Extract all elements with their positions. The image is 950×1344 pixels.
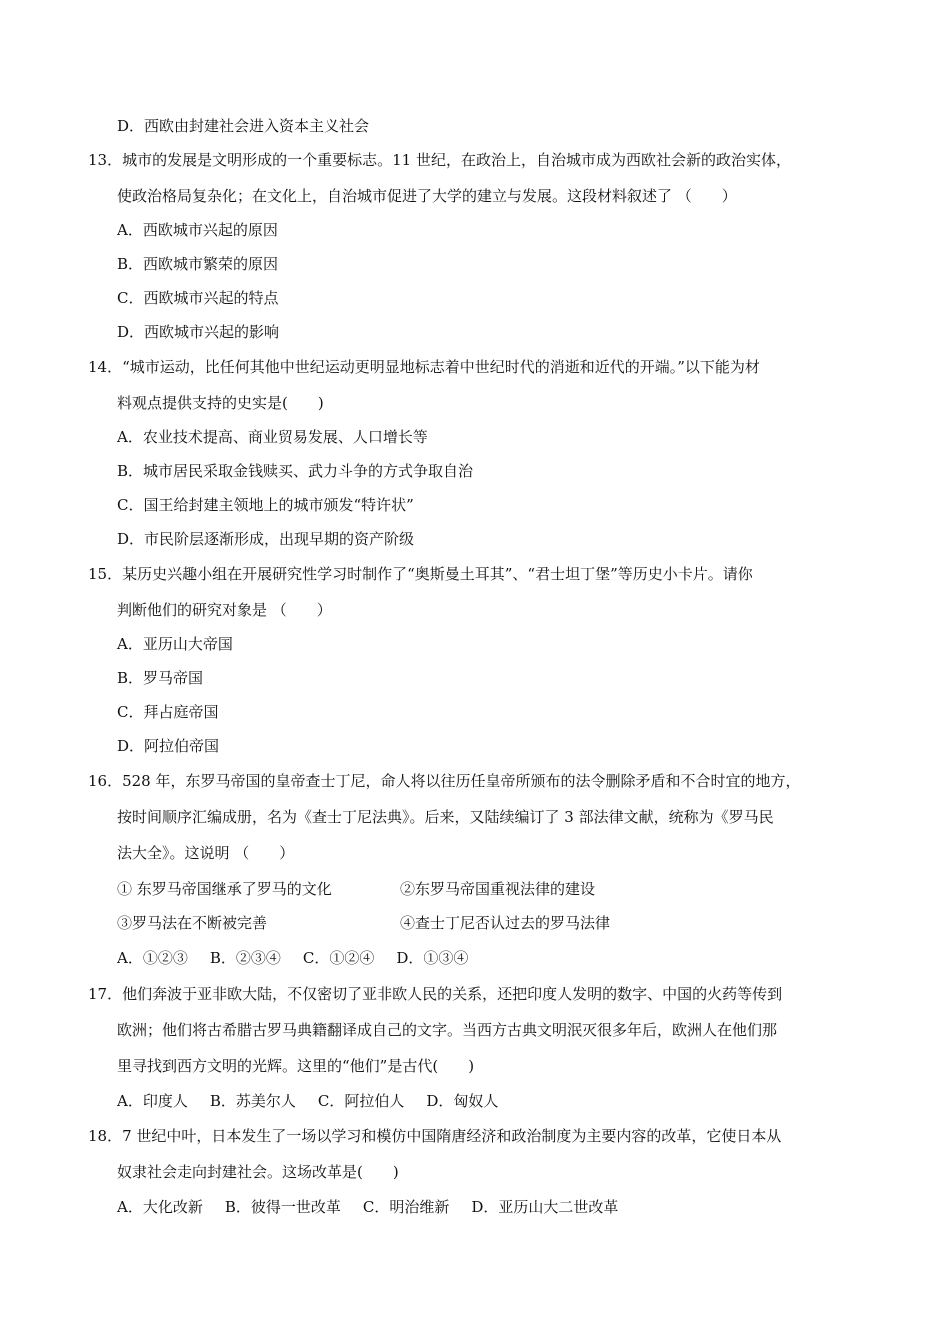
q18-option-c: C．明治维新: [362, 1198, 450, 1216]
q16-option-d: D．①③④: [396, 949, 469, 967]
q16-option-a: A．①②③: [117, 949, 188, 967]
q13-option-b: B．西欧城市繁荣的原因: [117, 255, 279, 273]
q16-statement-1: ① 东罗马帝国继承了罗马的文化: [117, 880, 332, 898]
q13-option-a: A．西欧城市兴起的原因: [117, 221, 278, 239]
q17-option-c: C．阿拉伯人: [317, 1092, 405, 1110]
q14-stem-line1: 14．“城市运动，比任何其他中世纪运动更明显地标志着中世纪时代的消逝和近代的开端。”以下能为材: [88, 358, 760, 376]
q18-options: [117, 1197, 640, 1217]
q17-options: [117, 1091, 520, 1111]
q18-stem-line2: 奴隶社会走向封建社会。这场改革是( ): [117, 1163, 399, 1181]
q13-stem-line1: 13．城市的发展是文明形成的一个重要标志。11 世纪，在政治上，自治城市成为西欧社会新的政治实体，: [88, 151, 791, 169]
q16-option-c: C．①②④: [302, 949, 375, 967]
q16-statement-3: ③罗马法在不断被完善: [117, 914, 268, 932]
q14-stem-line2: 料观点提供支持的史实是( ): [117, 394, 324, 412]
q17-option-b: B．苏美尔人: [209, 1092, 296, 1110]
q14-option-a: A．农业技术提高、商业贸易发展、人口增长等: [117, 428, 428, 446]
q16-statement-2: ②东罗马帝国重视法律的建设: [400, 880, 596, 898]
q17-stem-line2: 欧洲；他们将古希腊古罗马典籍翻译成自己的文字。当西方古典文明泯灭很多年后，欧洲人在他们那: [117, 1021, 778, 1039]
q13-option-d: D．西欧城市兴起的影响: [117, 323, 280, 341]
q16-stem-line1: 16．528 年，东罗马帝国的皇帝查士丁尼，命人将以往历任皇帝所颁布的法令删除矛盾和不合时宜的地方，: [88, 772, 801, 790]
q15-stem-line2: 判断他们的研究对象是 （ ）: [117, 601, 332, 619]
q13-stem-line2: 使政治格局复杂化；在文化上，自治城市促进了大学的建立与发展。这段材料叙述了 （ ）: [117, 187, 737, 205]
q14-option-d: D．市民阶层逐渐形成，出现早期的资产阶级: [117, 530, 415, 548]
q15-stem-line1: 15．某历史兴趣小组在开展研究性学习时制作了“奥斯曼土耳其”、“君士坦丁堡”等历史小卡片。请你: [88, 565, 753, 583]
q17-stem-line1: 17．他们奔波于亚非欧大陆，不仅密切了亚非欧人民的关系，还把印度人发明的数字、中国的火药等传到: [88, 985, 783, 1003]
q14-option-b: B．城市居民采取金钱赎买、武力斗争的方式争取自治: [117, 462, 474, 480]
q17-option-d: D．匈奴人: [426, 1092, 499, 1110]
q12-option-d: D．西欧由封建社会进入资本主义社会: [117, 117, 370, 135]
q16-stem-line3: 法大全》。这说明 （ ）: [117, 844, 295, 862]
q18-option-a: A．大化改新: [117, 1198, 203, 1216]
q16-statement-4: ④查士丁尼否认过去的罗马法律: [400, 914, 611, 932]
q18-stem-line1: 18．7 世纪中叶，日本发生了一场以学习和模仿中国隋唐经济和政治制度为主要内容的改革，它使日本从: [88, 1127, 782, 1145]
q15-option-c: C．拜占庭帝国: [117, 703, 219, 721]
q15-option-b: B．罗马帝国: [117, 669, 204, 687]
q16-option-b: B．②③④: [209, 949, 281, 967]
q15-option-d: D．阿拉伯帝国: [117, 737, 220, 755]
q17-stem-line3: 里寻找到西方文明的光辉。这里的“他们”是古代( ): [117, 1057, 475, 1075]
q16-stem-line2: 按时间顺序汇编成册，名为《查士丁尼法典》。后来，又陆续编订了 3 部法律文献，统称为《罗马民: [117, 808, 774, 826]
q18-option-d: D．亚历山大二世改革: [471, 1198, 619, 1216]
q13-option-c: C．西欧城市兴起的特点: [117, 289, 279, 307]
q18-option-b: B．彼得一世改革: [224, 1198, 341, 1216]
q17-option-a: A．印度人: [117, 1092, 188, 1110]
q15-option-a: A．亚历山大帝国: [117, 635, 233, 653]
q14-option-c: C．国王给封建主领地上的城市颁发“特许状”: [117, 496, 414, 514]
q16-options: [117, 948, 490, 968]
